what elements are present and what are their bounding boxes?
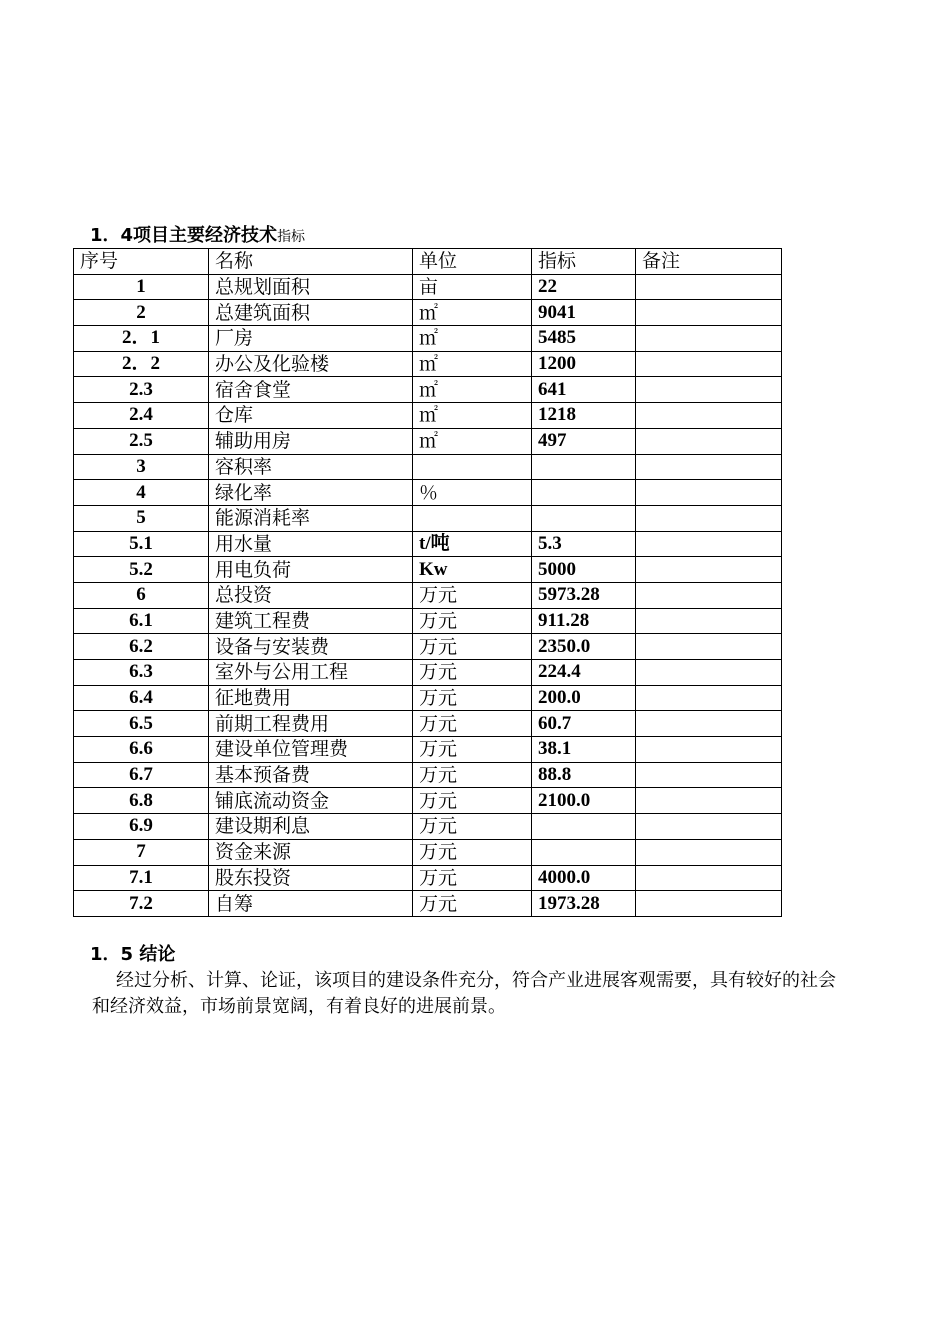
cell-remark [636, 274, 782, 300]
table-row [74, 865, 782, 891]
cell-value: 1218 [532, 403, 636, 429]
cell-name: 股东投资 [209, 865, 413, 891]
cell-remark [636, 505, 782, 531]
cell-remark [636, 300, 782, 326]
cell-remark [636, 839, 782, 865]
cell-remark [636, 891, 782, 917]
cell-value: 38.1 [532, 737, 636, 763]
cell-index: 6.9 [74, 814, 209, 840]
cell-name: 基本预备费 [209, 762, 413, 788]
cell-value: 911.28 [532, 608, 636, 634]
cell-name: 办公及化验楼 [209, 351, 413, 377]
table-row [74, 454, 782, 480]
cell-value: 4000.0 [532, 865, 636, 891]
cell-remark [636, 608, 782, 634]
cell-remark [636, 788, 782, 814]
cell-name: 绿化率 [209, 480, 413, 506]
cell-value: 1200 [532, 351, 636, 377]
cell-remark [636, 326, 782, 352]
cell-value: 200.0 [532, 685, 636, 711]
cell-value [532, 839, 636, 865]
cell-index: 6.7 [74, 762, 209, 788]
cell-name: 建设单位管理费 [209, 737, 413, 763]
cell-index: 6.6 [74, 737, 209, 763]
table-row [74, 480, 782, 506]
cell-value: 2350.0 [532, 634, 636, 660]
cell-unit: 万元 [413, 737, 532, 763]
cell-unit: ㎡ [413, 428, 532, 454]
cell-unit: 万元 [413, 582, 532, 608]
cell-index: 7 [74, 839, 209, 865]
cell-name: 前期工程费用 [209, 711, 413, 737]
cell-remark [636, 480, 782, 506]
cell-value [532, 814, 636, 840]
cell-index: 6.3 [74, 660, 209, 686]
cell-name: 建设期利息 [209, 814, 413, 840]
table-row [74, 557, 782, 583]
cell-index: 2.3 [74, 377, 209, 403]
cell-value: 88.8 [532, 762, 636, 788]
cell-index: 2 [74, 300, 209, 326]
conclusion-body: 经过分析、计算、论证，该项目的建设条件充分，符合产业进展客观需要，具有较好的社会和经济效益，市场前景宽阔，有着良好的进展前景。 [92, 970, 836, 1017]
cell-name: 用电负荷 [209, 557, 413, 583]
cell-unit: 万元 [413, 660, 532, 686]
header-remark: 备注 [636, 249, 782, 275]
cell-unit: 万元 [413, 762, 532, 788]
cell-unit: 亩 [413, 274, 532, 300]
cell-remark [636, 762, 782, 788]
table-row [74, 788, 782, 814]
table-row [74, 608, 782, 634]
cell-name: 室外与公用工程 [209, 660, 413, 686]
cell-unit: 万元 [413, 865, 532, 891]
cell-name: 总规划面积 [209, 274, 413, 300]
table-row [74, 634, 782, 660]
table-row [74, 300, 782, 326]
cell-unit: ㎡ [413, 326, 532, 352]
table-row [74, 582, 782, 608]
cell-name: 铺底流动资金 [209, 788, 413, 814]
cell-value: 497 [532, 428, 636, 454]
table-row [74, 274, 782, 300]
cell-index: 1 [74, 274, 209, 300]
cell-remark [636, 660, 782, 686]
cell-value [532, 505, 636, 531]
cell-index: 6.4 [74, 685, 209, 711]
cell-remark [636, 403, 782, 429]
cell-remark [636, 377, 782, 403]
table-row [74, 814, 782, 840]
table-row [74, 403, 782, 429]
cell-value: 9041 [532, 300, 636, 326]
cell-remark [636, 557, 782, 583]
cell-index: 5 [74, 505, 209, 531]
header-unit: 单位 [413, 249, 532, 275]
cell-remark [636, 634, 782, 660]
cell-value [532, 454, 636, 480]
cell-value: 2100.0 [532, 788, 636, 814]
table-row [74, 891, 782, 917]
table-header-row [74, 249, 782, 275]
cell-unit: ㎡ [413, 403, 532, 429]
cell-name: 能源消耗率 [209, 505, 413, 531]
cell-remark [636, 711, 782, 737]
table-row [74, 326, 782, 352]
cell-name: 辅助用房 [209, 428, 413, 454]
cell-value: 5000 [532, 557, 636, 583]
cell-unit: 万元 [413, 891, 532, 917]
cell-unit [413, 505, 532, 531]
cell-unit: 万元 [413, 814, 532, 840]
cell-index: 4 [74, 480, 209, 506]
cell-index: 6.8 [74, 788, 209, 814]
cell-unit [413, 454, 532, 480]
table-row [74, 737, 782, 763]
cell-remark [636, 865, 782, 891]
cell-index: 6.2 [74, 634, 209, 660]
cell-index: 2.4 [74, 403, 209, 429]
cell-index: 5.2 [74, 557, 209, 583]
cell-remark [636, 351, 782, 377]
cell-unit: ㎡ [413, 377, 532, 403]
cell-name: 宿舍食堂 [209, 377, 413, 403]
cell-value: 5485 [532, 326, 636, 352]
cell-unit: 万元 [413, 839, 532, 865]
table-body [74, 274, 782, 916]
cell-index: 6.5 [74, 711, 209, 737]
table-row [74, 711, 782, 737]
table-row [74, 351, 782, 377]
cell-value: 60.7 [532, 711, 636, 737]
cell-index: 6 [74, 582, 209, 608]
cell-name: 总投资 [209, 582, 413, 608]
header-value: 指标 [532, 249, 636, 275]
table-row [74, 377, 782, 403]
cell-name: 征地费用 [209, 685, 413, 711]
cell-remark [636, 454, 782, 480]
section-title [90, 225, 305, 248]
cell-name: 厂房 [209, 326, 413, 352]
cell-index: 2．1 [74, 326, 209, 352]
cell-unit: 万元 [413, 711, 532, 737]
table-header [74, 249, 782, 275]
table-row [74, 762, 782, 788]
cell-unit: Kw [413, 557, 532, 583]
cell-value [532, 480, 636, 506]
cell-index: 2.5 [74, 428, 209, 454]
cell-remark [636, 428, 782, 454]
cell-unit: 万元 [413, 685, 532, 711]
conclusion-title: 1．5 结论 [90, 944, 176, 965]
cell-index: 6.1 [74, 608, 209, 634]
cell-remark [636, 685, 782, 711]
cell-name: 总建筑面积 [209, 300, 413, 326]
section-title-suffix: 指标 [277, 229, 306, 245]
cell-remark [636, 737, 782, 763]
cell-unit: ％ [413, 480, 532, 506]
section-title-main: 1．4项目主要经济技术 [90, 225, 278, 246]
table-row [74, 505, 782, 531]
table-row [74, 531, 782, 557]
cell-index: 7.1 [74, 865, 209, 891]
cell-name: 仓库 [209, 403, 413, 429]
cell-name: 资金来源 [209, 839, 413, 865]
cell-name: 自筹 [209, 891, 413, 917]
header-name: 名称 [209, 249, 413, 275]
cell-unit: t/吨 [413, 531, 532, 557]
cell-index: 7.2 [74, 891, 209, 917]
cell-name: 容积率 [209, 454, 413, 480]
cell-value: 224.4 [532, 660, 636, 686]
cell-value: 22 [532, 274, 636, 300]
cell-value: 5973.28 [532, 582, 636, 608]
cell-value: 5.3 [532, 531, 636, 557]
cell-unit: 万元 [413, 788, 532, 814]
cell-index: 5.1 [74, 531, 209, 557]
cell-remark [636, 582, 782, 608]
header-index: 序号 [74, 249, 209, 275]
table-row [74, 839, 782, 865]
cell-value: 1973.28 [532, 891, 636, 917]
cell-unit: ㎡ [413, 300, 532, 326]
cell-remark [636, 531, 782, 557]
cell-name: 设备与安装费 [209, 634, 413, 660]
cell-name: 用水量 [209, 531, 413, 557]
cell-name: 建筑工程费 [209, 608, 413, 634]
table-row [74, 660, 782, 686]
table-row [74, 428, 782, 454]
cell-unit: 万元 [413, 608, 532, 634]
indicators-table [73, 248, 782, 917]
table-row [74, 685, 782, 711]
cell-index: 3 [74, 454, 209, 480]
cell-index: 2．2 [74, 351, 209, 377]
cell-value: 641 [532, 377, 636, 403]
cell-remark [636, 814, 782, 840]
cell-unit: ㎡ [413, 351, 532, 377]
cell-unit: 万元 [413, 634, 532, 660]
